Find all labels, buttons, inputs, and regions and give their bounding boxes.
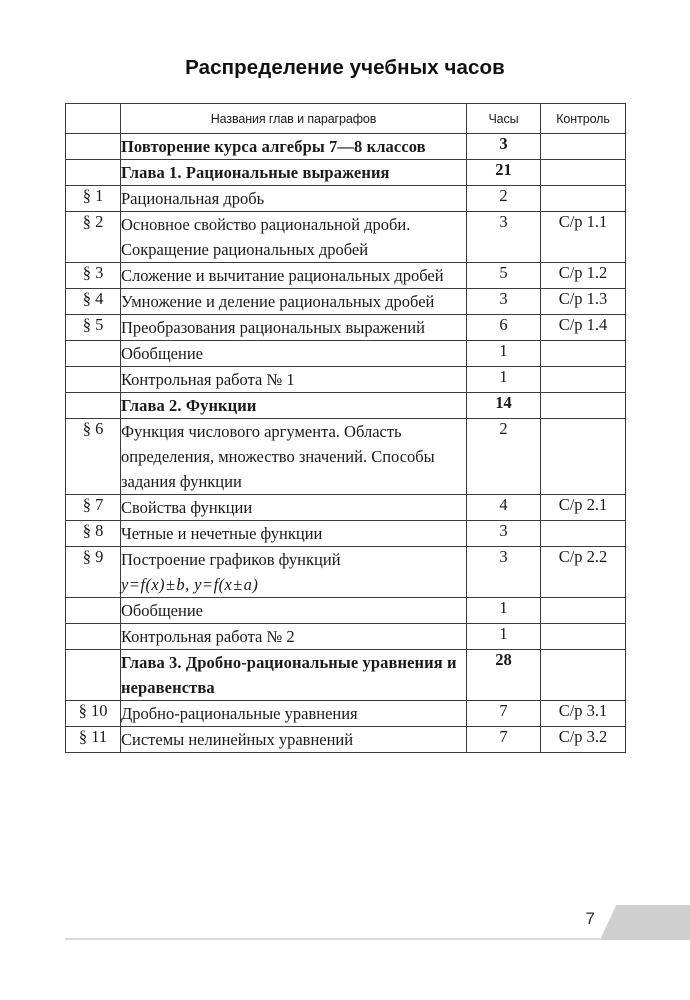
row-title: Повторение курса алгебры 7—8 классов [121, 134, 467, 160]
row-control [541, 160, 626, 186]
table-header-row [66, 104, 626, 134]
formula-plusminus-1: ± [165, 575, 176, 594]
table-row [66, 289, 626, 315]
row-number: § 11 [66, 727, 121, 753]
row-hours: 2 [467, 419, 541, 495]
row-hours: 1 [467, 598, 541, 624]
row-number: § 6 [66, 419, 121, 495]
formula-f1: f [140, 575, 146, 594]
row-control: С/р 3.1 [541, 701, 626, 727]
row-title: Сложение и вычитание рациональных дробей [121, 263, 467, 289]
row-number: § 4 [66, 289, 121, 315]
row-control: С/р 2.2 [541, 547, 626, 598]
table-row [66, 212, 626, 263]
row-control [541, 650, 626, 701]
row-title: Контрольная работа № 2 [121, 624, 467, 650]
row-title: Основное свойство рациональной дроби. Сокращение рациональных дробей [121, 212, 467, 263]
row-hours: 21 [467, 160, 541, 186]
table-row [66, 727, 626, 753]
row-title: Свойства функции [121, 495, 467, 521]
row-hours: 6 [467, 315, 541, 341]
table-row [66, 650, 626, 701]
graph-transform-formula: y=f(x)±b, y=f(x±a) [121, 575, 259, 594]
row-control [541, 624, 626, 650]
row-title: Обобщение [121, 341, 467, 367]
row-number: § 1 [66, 186, 121, 212]
formula-y1: y [121, 575, 129, 594]
row-control: С/р 1.2 [541, 263, 626, 289]
formula-x2: (x [218, 575, 233, 594]
row-number [66, 341, 121, 367]
header-cell-number [66, 104, 121, 134]
row-control: С/р 3.2 [541, 727, 626, 753]
row-control [541, 521, 626, 547]
header-cell-control: Контроль [541, 104, 626, 134]
formula-f2: f [213, 575, 219, 594]
row-number [66, 650, 121, 701]
row-hours: 28 [467, 650, 541, 701]
row-title-text: Построение графиков функций [121, 550, 341, 569]
row-hours: 4 [467, 495, 541, 521]
row-control [541, 186, 626, 212]
table-row [66, 495, 626, 521]
table-row [66, 393, 626, 419]
table-row [66, 341, 626, 367]
row-title: Умножение и деление рациональных дробей [121, 289, 467, 315]
row-number: § 3 [66, 263, 121, 289]
row-title: Контрольная работа № 1 [121, 367, 467, 393]
row-hours: 5 [467, 263, 541, 289]
table-row [66, 624, 626, 650]
formula-x1: (x) [145, 575, 165, 594]
table-row [66, 367, 626, 393]
header-cell-hours: Часы [467, 104, 541, 134]
table-row [66, 419, 626, 495]
table-row [66, 160, 626, 186]
page-corner-tab [600, 905, 690, 940]
formula-b: b, [176, 575, 190, 594]
page-title: Распределение учебных часов [185, 56, 505, 79]
row-hours: 2 [467, 186, 541, 212]
row-hours: 1 [467, 367, 541, 393]
row-hours: 1 [467, 341, 541, 367]
table-row [66, 521, 626, 547]
table-row [66, 263, 626, 289]
row-control [541, 598, 626, 624]
page-number: 7 [585, 909, 595, 928]
row-number [66, 134, 121, 160]
row-control [541, 341, 626, 367]
row-title: Функция числового аргумента. Область определения, множество значений. Способы задания функции [121, 419, 467, 495]
row-title [121, 547, 467, 598]
table-row [66, 186, 626, 212]
row-control: С/р 1.1 [541, 212, 626, 263]
row-number [66, 160, 121, 186]
footer-divider [65, 938, 600, 940]
row-title: Глава 2. Функции [121, 393, 467, 419]
row-number [66, 367, 121, 393]
row-title: Четные и нечетные функции [121, 521, 467, 547]
row-number: § 10 [66, 701, 121, 727]
row-title: Рациональная дробь [121, 186, 467, 212]
hours-distribution-table [65, 103, 626, 753]
row-title: Глава 3. Дробно-рациональные уравнения и неравенства [121, 650, 467, 701]
row-title: Глава 1. Рациональные выражения [121, 160, 467, 186]
row-number [66, 624, 121, 650]
table-row [66, 598, 626, 624]
header-cell-title: Названия глав и параграфов [121, 104, 467, 134]
formula-plusminus-2: ± [233, 575, 243, 594]
row-number [66, 598, 121, 624]
row-number: § 5 [66, 315, 121, 341]
row-hours: 1 [467, 624, 541, 650]
row-hours: 7 [467, 701, 541, 727]
row-number: § 7 [66, 495, 121, 521]
row-control [541, 419, 626, 495]
row-number: § 9 [66, 547, 121, 598]
row-hours: 7 [467, 727, 541, 753]
row-control: С/р 1.4 [541, 315, 626, 341]
row-number [66, 393, 121, 419]
row-hours: 3 [467, 134, 541, 160]
row-title: Преобразования рациональных выражений [121, 315, 467, 341]
row-title: Дробно-рациональные уравнения [121, 701, 467, 727]
row-hours: 3 [467, 212, 541, 263]
row-hours: 3 [467, 547, 541, 598]
row-hours: 14 [467, 393, 541, 419]
table-row [66, 547, 626, 598]
row-control [541, 367, 626, 393]
row-title: Системы нелинейных уравнений [121, 727, 467, 753]
table-row [66, 315, 626, 341]
row-control [541, 134, 626, 160]
formula-a: a) [243, 575, 259, 594]
formula-y2: y [194, 575, 202, 594]
row-control [541, 393, 626, 419]
row-hours: 3 [467, 289, 541, 315]
table-row [66, 134, 626, 160]
row-control: С/р 1.3 [541, 289, 626, 315]
row-number: § 2 [66, 212, 121, 263]
row-control: С/р 2.1 [541, 495, 626, 521]
row-title: Обобщение [121, 598, 467, 624]
row-hours: 3 [467, 521, 541, 547]
table-row [66, 701, 626, 727]
row-number: § 8 [66, 521, 121, 547]
